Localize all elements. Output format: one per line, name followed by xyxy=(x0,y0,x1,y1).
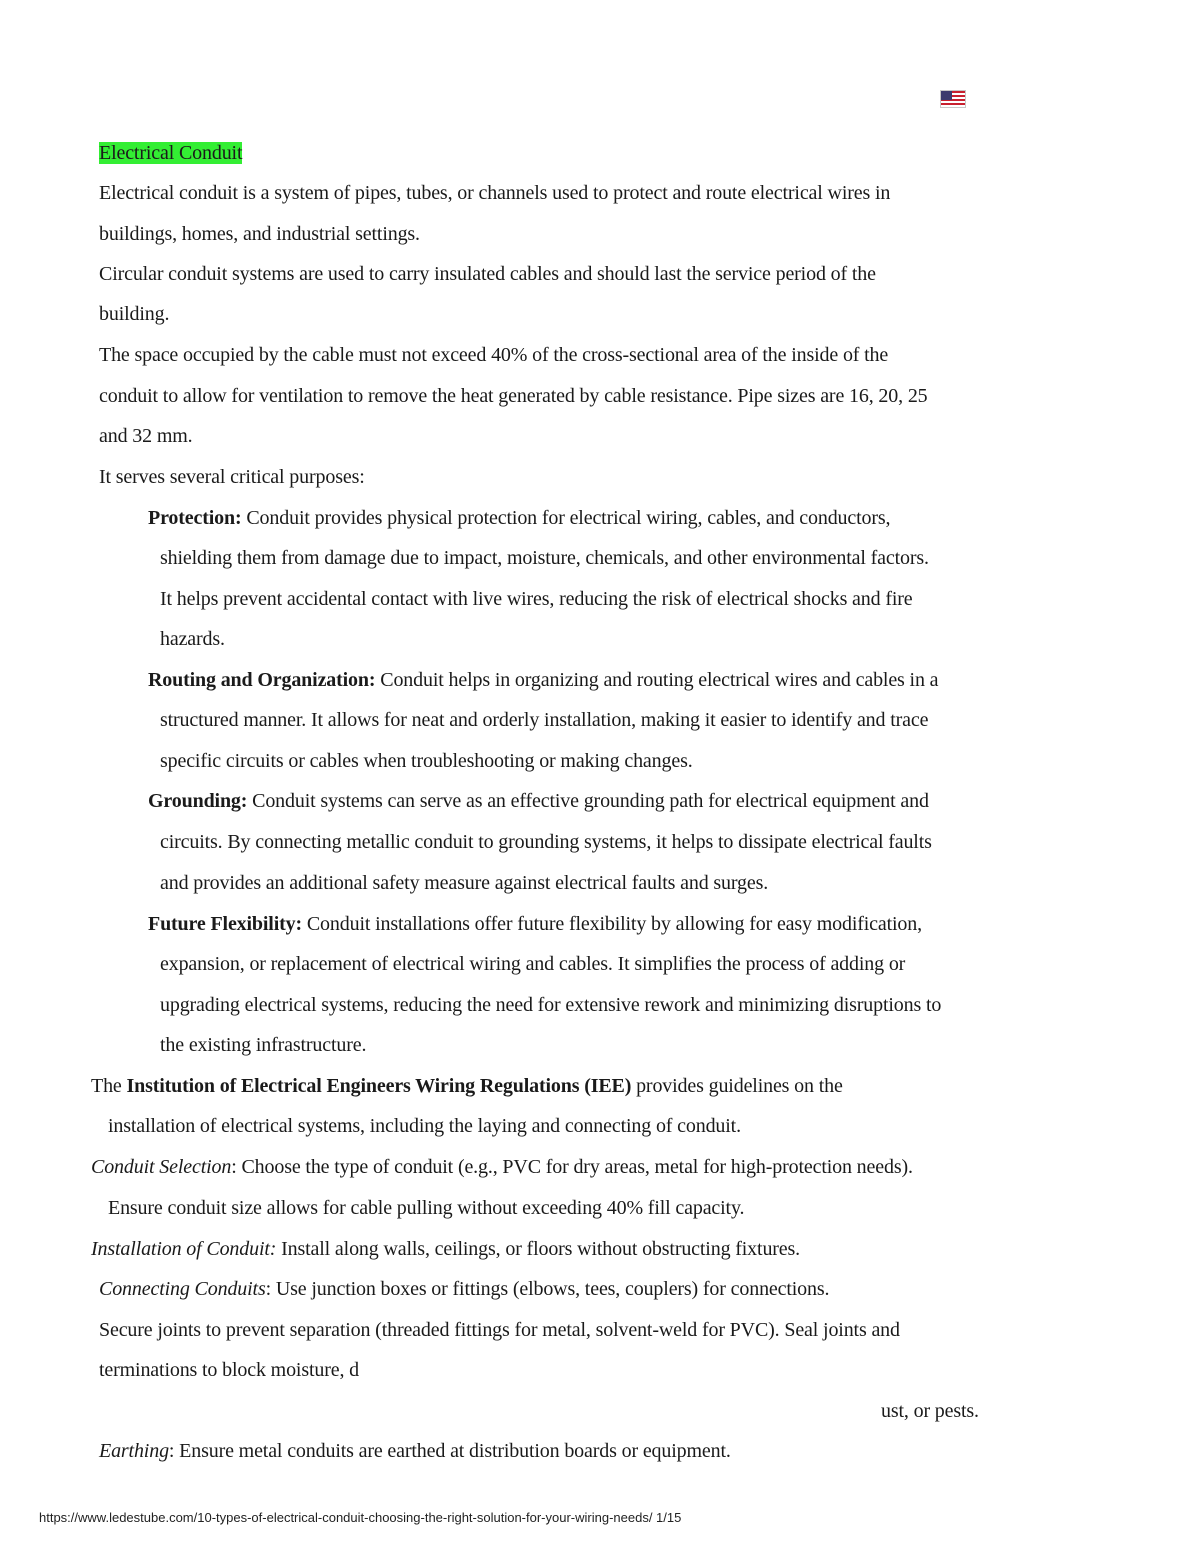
paragraph-text: : Choose the type of conduit (e.g., PVC for dry areas, metal for high-protection needs). xyxy=(231,1156,913,1178)
paragraph-text: : Ensure metal conduits are earthed at distribution boards or equipment. xyxy=(168,1440,731,1462)
paragraph-line: It serves several critical purposes: xyxy=(99,466,365,488)
conduit-selection-paragraph xyxy=(91,1155,913,1179)
connecting-paragraph xyxy=(99,1277,829,1301)
document-title-line xyxy=(99,141,242,165)
list-item-grounding xyxy=(148,789,929,813)
list-item-line: and provides an additional safety measure against electrical faults and surges. xyxy=(160,872,769,894)
footer-url[interactable]: https://www.ledestube.com/10-types-of-electrical-conduit-choosing-the-right-solution-for-your-wiring-needs/ 1/15 xyxy=(39,1510,682,1525)
paragraph-line: installation of electrical systems, including the laying and connecting of conduit. xyxy=(108,1115,741,1137)
list-item-line: expansion, or replacement of electrical wiring and cables. It simplifies the process of adding or xyxy=(160,953,906,975)
paragraph-line: The space occupied by the cable must not exceed 40% of the cross-sectional area of the inside of the xyxy=(99,344,889,366)
italic-label: Installation of Conduit: xyxy=(91,1238,277,1260)
paragraph-line: Secure joints to prevent separation (threaded fittings for metal, solvent-weld for PVC). Seal joints and xyxy=(99,1319,900,1341)
us-flag-icon[interactable] xyxy=(940,90,966,108)
earthing-paragraph xyxy=(99,1439,731,1463)
list-item-label: Routing and Organization: xyxy=(148,669,376,691)
paragraph-line: terminations to block moisture, d xyxy=(99,1359,360,1381)
list-item-line: structured manner. It allows for neat and orderly installation, making it easier to identify and trace xyxy=(160,709,929,731)
paragraph-line: and 32 mm. xyxy=(99,425,193,447)
paragraph-line: Circular conduit systems are used to carry insulated cables and should last the service period of the xyxy=(99,263,876,285)
paragraph-line: Ensure conduit size allows for cable pulling without exceeding 40% fill capacity. xyxy=(108,1197,745,1219)
iee-paragraph xyxy=(91,1074,843,1098)
italic-label: Connecting Conduits xyxy=(99,1278,266,1300)
list-item-line: specific circuits or cables when troubleshooting or making changes. xyxy=(160,750,693,772)
list-item-line: upgrading electrical systems, reducing the need for extensive rework and minimizing disruptions to xyxy=(160,994,942,1016)
list-item-text: Conduit helps in organizing and routing electrical wires and cables in a xyxy=(375,669,939,691)
list-item-line: shielding them from damage due to impact, moisture, chemicals, and other environmental factors. xyxy=(160,547,929,569)
list-item-line: hazards. xyxy=(160,628,225,650)
paragraph-text: : Use junction boxes or fittings (elbows, tees, couplers) for connections. xyxy=(265,1278,830,1300)
list-item-label: Future Flexibility: xyxy=(148,913,302,935)
italic-label: Earthing xyxy=(99,1440,169,1462)
paragraph-line: conduit to allow for ventilation to remove the heat generated by cable resistance. Pipe sizes are 16, 20, 25 xyxy=(99,385,928,407)
list-item-label: Grounding: xyxy=(148,790,248,812)
iee-pre: The xyxy=(91,1075,127,1097)
list-item-text: Conduit installations offer future flexibility by allowing for easy modification, xyxy=(302,913,922,935)
list-item-routing xyxy=(148,668,938,692)
list-item-protection xyxy=(148,506,890,530)
iee-bold: Institution of Electrical Engineers Wiring Regulations (IEE) xyxy=(126,1075,632,1097)
list-item-text: Conduit systems can serve as an effective grounding path for electrical equipment and xyxy=(247,790,929,812)
paragraph-line: Electrical conduit is a system of pipes, tubes, or channels used to protect and route electrical wires in xyxy=(99,182,891,204)
installation-paragraph xyxy=(91,1237,800,1261)
paragraph-text: Install along walls, ceilings, or floors without obstructing fixtures. xyxy=(276,1238,801,1260)
italic-label: Conduit Selection xyxy=(91,1156,232,1178)
paragraph-line: buildings, homes, and industrial settings. xyxy=(99,223,420,245)
list-item-line: the existing infrastructure. xyxy=(160,1034,367,1056)
list-item-text: Conduit provides physical protection for electrical wiring, cables, and conductors, xyxy=(241,507,891,529)
paragraph-line: ust, or pests. xyxy=(881,1400,979,1422)
iee-post: provides guidelines on the xyxy=(631,1075,843,1097)
document-title: Electrical Conduit xyxy=(99,142,243,164)
list-item-future xyxy=(148,912,922,936)
list-item-line: circuits. By connecting metallic conduit to grounding systems, it helps to dissipate electrical faults xyxy=(160,831,932,853)
list-item-line: It helps prevent accidental contact with live wires, reducing the risk of electrical shocks and fire xyxy=(160,588,913,610)
paragraph-line: building. xyxy=(99,303,170,325)
list-item-label: Protection: xyxy=(148,507,242,529)
